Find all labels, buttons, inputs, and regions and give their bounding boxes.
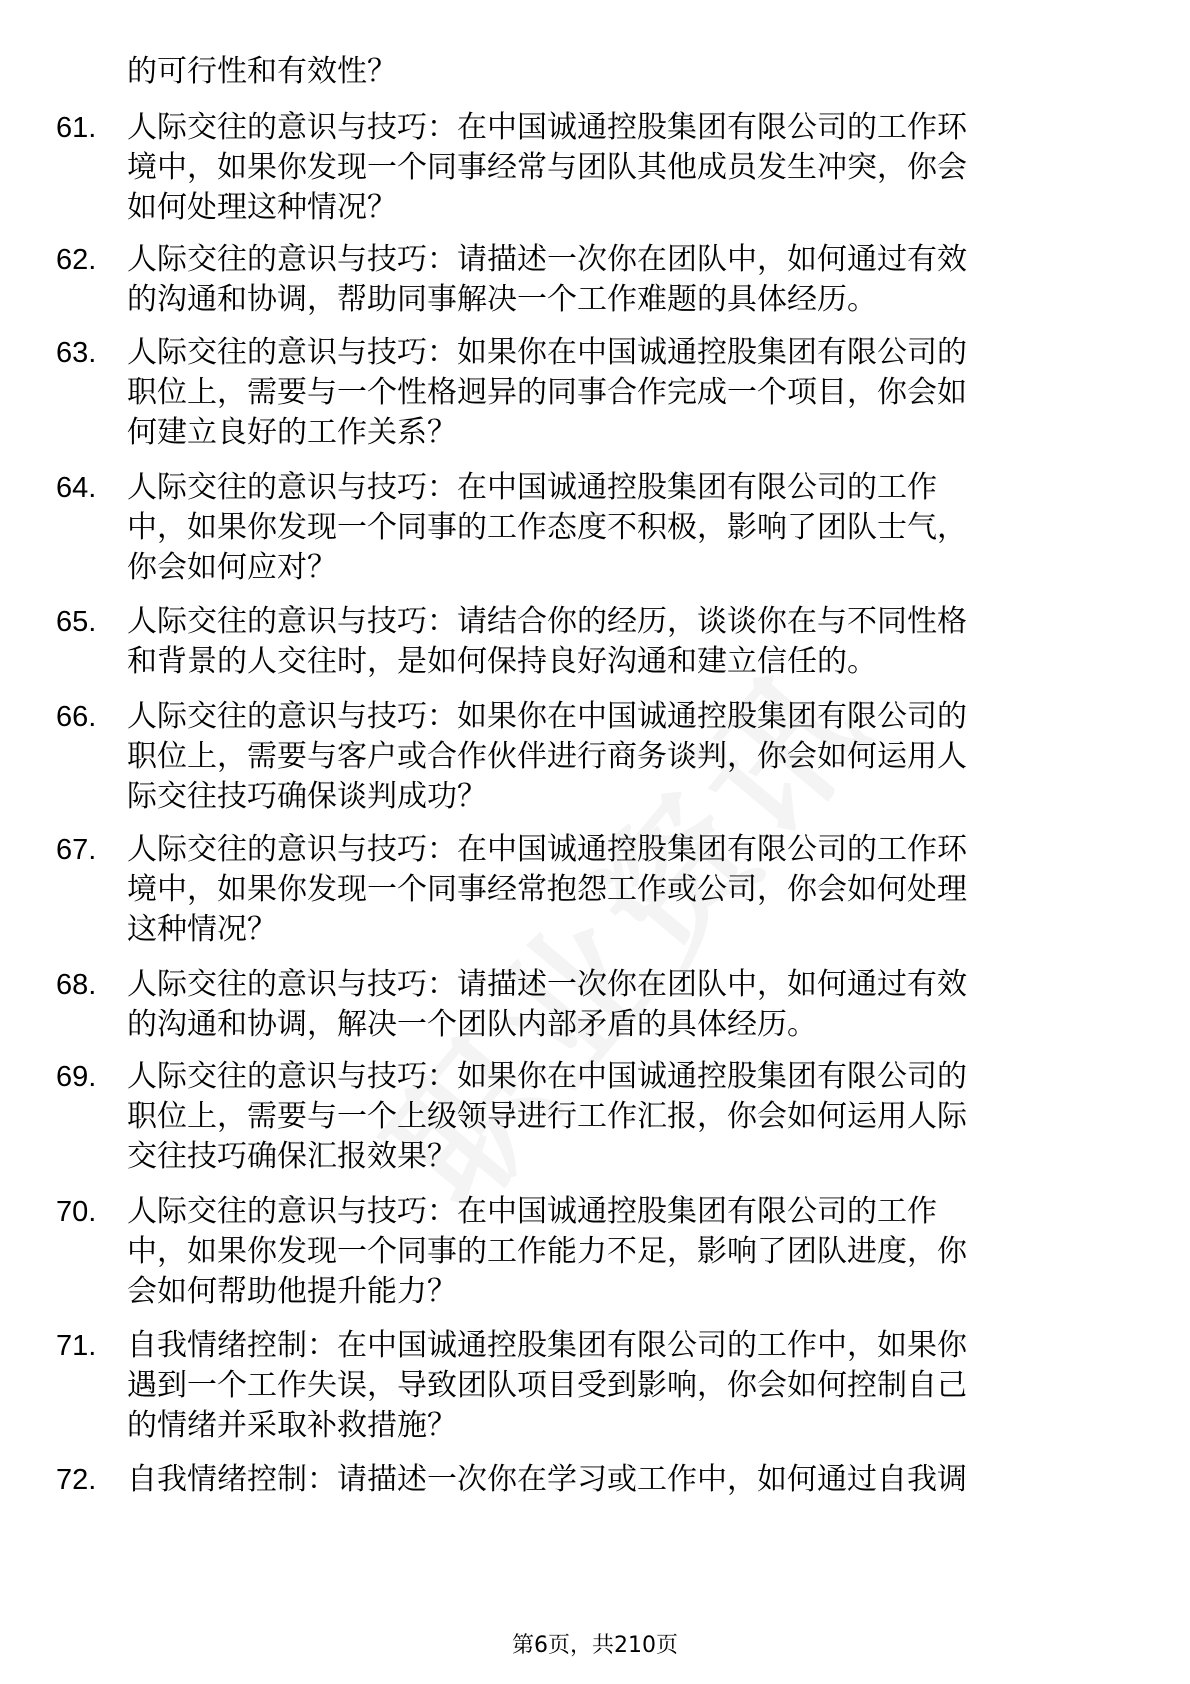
question-number: 66. bbox=[56, 701, 97, 733]
question-number: 61. bbox=[56, 112, 97, 144]
question-number: 63. bbox=[56, 337, 97, 369]
question-text-line: 人际交往的意识与技巧：在中国诚通控股集团有限公司的工作环 bbox=[127, 832, 967, 867]
question-number: 72. bbox=[56, 1464, 97, 1496]
question-text-line: 人际交往的意识与技巧：在中国诚通控股集团有限公司的工作 bbox=[127, 1194, 937, 1229]
question-text-line: 会如何帮助他提升能力？ bbox=[127, 1274, 457, 1309]
question-text-line: 人际交往的意识与技巧：如果你在中国诚通控股集团有限公司的 bbox=[127, 699, 967, 734]
question-number: 64. bbox=[56, 472, 97, 504]
question-text-line: 交往技巧确保汇报效果？ bbox=[127, 1139, 457, 1174]
question-text-line: 和背景的人交往时，是如何保持良好沟通和建立信任的。 bbox=[127, 644, 877, 679]
question-text-line: 你会如何应对？ bbox=[127, 550, 337, 585]
question-text-line: 人际交往的意识与技巧：如果你在中国诚通控股集团有限公司的 bbox=[127, 1059, 967, 1094]
question-text-line: 际交往技巧确保谈判成功？ bbox=[127, 779, 487, 814]
question-text-line: 职位上，需要与客户或合作伙伴进行商务谈判，你会如何运用人 bbox=[127, 739, 967, 774]
question-text-line: 职位上，需要与一个上级领导进行工作汇报，你会如何运用人际 bbox=[127, 1099, 967, 1134]
question-text-line: 人际交往的意识与技巧：在中国诚通控股集团有限公司的工作环 bbox=[127, 110, 967, 145]
question-text-line: 如何处理这种情况？ bbox=[127, 190, 397, 225]
question-text-line: 人际交往的意识与技巧：请描述一次你在团队中，如何通过有效 bbox=[127, 242, 967, 277]
question-text-line: 的情绪并采取补救措施？ bbox=[127, 1408, 457, 1443]
question-text-line: 境中，如果你发现一个同事经常与团队其他成员发生冲突，你会 bbox=[127, 150, 967, 185]
question-text-line: 中，如果你发现一个同事的工作能力不足，影响了团队进度，你 bbox=[127, 1234, 967, 1269]
question-text-line: 的沟通和协调，帮助同事解决一个工作难题的具体经历。 bbox=[127, 282, 877, 317]
question-number: 67. bbox=[56, 834, 97, 866]
question-number: 69. bbox=[56, 1061, 97, 1093]
question-number: 68. bbox=[56, 969, 97, 1001]
question-text-line: 自我情绪控制：在中国诚通控股集团有限公司的工作中，如果你 bbox=[127, 1328, 967, 1363]
page-footer: 第6页，共210页 bbox=[512, 1633, 678, 1658]
continuation-line: 的可行性和有效性？ bbox=[127, 54, 397, 89]
question-text-line: 这种情况？ bbox=[127, 912, 277, 947]
question-number: 70. bbox=[56, 1196, 97, 1228]
question-text-line: 的沟通和协调，解决一个团队内部矛盾的具体经历。 bbox=[127, 1007, 817, 1042]
question-number: 71. bbox=[56, 1330, 97, 1362]
question-text-line: 中，如果你发现一个同事的工作态度不积极，影响了团队士气， bbox=[127, 510, 967, 545]
question-text-line: 人际交往的意识与技巧：请结合你的经历，谈谈你在与不同性格 bbox=[127, 604, 967, 639]
question-number: 65. bbox=[56, 606, 97, 638]
question-text-line: 人际交往的意识与技巧：在中国诚通控股集团有限公司的工作 bbox=[127, 470, 937, 505]
question-text-line: 人际交往的意识与技巧：如果你在中国诚通控股集团有限公司的 bbox=[127, 335, 967, 370]
question-text-line: 遇到一个工作失误，导致团队项目受到影响，你会如何控制自己 bbox=[127, 1368, 967, 1403]
question-text-line: 职位上，需要与一个性格迥异的同事合作完成一个项目，你会如 bbox=[127, 375, 967, 410]
question-text-line: 何建立良好的工作关系？ bbox=[127, 415, 457, 450]
question-text-line: 人际交往的意识与技巧：请描述一次你在团队中，如何通过有效 bbox=[127, 967, 967, 1002]
question-text-line: 自我情绪控制：请描述一次你在学习或工作中，如何通过自我调 bbox=[127, 1462, 967, 1497]
question-text-line: 境中，如果你发现一个同事经常抱怨工作或公司，你会如何处理 bbox=[127, 872, 967, 907]
question-number: 62. bbox=[56, 244, 97, 276]
